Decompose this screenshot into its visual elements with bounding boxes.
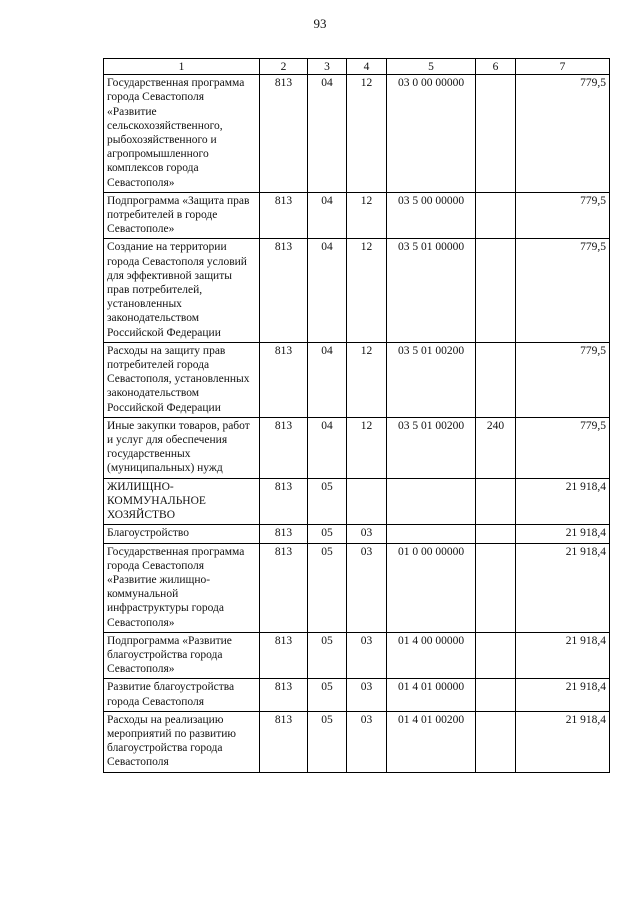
row-rz: 05 [308, 632, 347, 679]
row-vr [476, 192, 516, 239]
row-csr: 03 5 01 00200 [387, 342, 476, 417]
row-rz: 05 [308, 679, 347, 711]
row-csr: 03 5 01 00200 [387, 417, 476, 478]
row-ved: 813 [260, 239, 308, 342]
row-vr [476, 239, 516, 342]
row-vr [476, 75, 516, 193]
header-cell-sum: 7 [516, 59, 610, 75]
row-vr [476, 679, 516, 711]
row-pr: 12 [347, 75, 387, 193]
table-row [104, 711, 610, 772]
row-vr [476, 525, 516, 543]
row-rz: 04 [308, 417, 347, 478]
row-pr: 12 [347, 342, 387, 417]
table-row [104, 632, 610, 679]
row-pr: 03 [347, 679, 387, 711]
row-name: ЖИЛИЩНО-КОММУНАЛЬНОЕ ХОЗЯЙСТВО [104, 478, 260, 525]
row-pr [347, 478, 387, 525]
row-pr: 03 [347, 632, 387, 679]
row-pr: 12 [347, 417, 387, 478]
row-pr: 03 [347, 711, 387, 772]
row-ved: 813 [260, 711, 308, 772]
header-cell-name: 1 [104, 59, 260, 75]
row-rz: 05 [308, 543, 347, 632]
row-name: Подпрограмма «Развитие благоустройства города Севастополя» [104, 632, 260, 679]
row-sum: 779,5 [516, 342, 610, 417]
row-rz: 04 [308, 239, 347, 342]
row-csr: 01 0 00 00000 [387, 543, 476, 632]
table-row [104, 417, 610, 478]
budget-table [103, 58, 610, 773]
row-ved: 813 [260, 342, 308, 417]
row-rz: 04 [308, 192, 347, 239]
row-vr [476, 711, 516, 772]
table-row [104, 679, 610, 711]
row-ved: 813 [260, 75, 308, 193]
row-ved: 813 [260, 679, 308, 711]
row-name: Иные закупки товаров, работ и услуг для обеспечения государственных (муниципальных) нужд [104, 417, 260, 478]
row-csr: 01 4 00 00000 [387, 632, 476, 679]
row-pr: 12 [347, 192, 387, 239]
row-name: Расходы на реализацию мероприятий по развитию благоустройства города Севастополя [104, 711, 260, 772]
row-rz: 04 [308, 75, 347, 193]
row-csr [387, 525, 476, 543]
row-ved: 813 [260, 478, 308, 525]
row-name: Государственная программа города Севастополя «Развитие сельскохозяйственного, рыбохозяйственного и агропромышленного комплексов города Севастополя» [104, 75, 260, 193]
row-csr: 01 4 01 00200 [387, 711, 476, 772]
row-ved: 813 [260, 525, 308, 543]
row-sum: 779,5 [516, 192, 610, 239]
row-sum: 779,5 [516, 417, 610, 478]
row-pr: 03 [347, 525, 387, 543]
row-name: Государственная программа города Севастополя «Развитие жилищно-коммунальной инфраструктуры города Севастополя» [104, 543, 260, 632]
row-sum: 779,5 [516, 75, 610, 193]
row-name: Благоустройство [104, 525, 260, 543]
row-name: Развитие благоустройства города Севастополя [104, 679, 260, 711]
table-row [104, 478, 610, 525]
row-vr [476, 543, 516, 632]
row-name: Создание на территории города Севастополя условий для эффективной защиты прав потребителей, установленных законодательством Российской Федерации [104, 239, 260, 342]
row-ved: 813 [260, 543, 308, 632]
table-row [104, 239, 610, 342]
row-csr: 01 4 01 00000 [387, 679, 476, 711]
header-cell-csr: 5 [387, 59, 476, 75]
row-name: Подпрограмма «Защита прав потребителей в городе Севастополе» [104, 192, 260, 239]
row-csr: 03 5 01 00000 [387, 239, 476, 342]
row-sum: 21 918,4 [516, 525, 610, 543]
row-vr [476, 342, 516, 417]
row-vr [476, 478, 516, 525]
row-sum: 779,5 [516, 239, 610, 342]
table-row [104, 192, 610, 239]
row-vr: 240 [476, 417, 516, 478]
row-pr: 03 [347, 543, 387, 632]
row-ved: 813 [260, 192, 308, 239]
header-cell-ved: 2 [260, 59, 308, 75]
row-csr [387, 478, 476, 525]
row-sum: 21 918,4 [516, 478, 610, 525]
row-ved: 813 [260, 417, 308, 478]
row-vr [476, 632, 516, 679]
header-cell-pr: 4 [347, 59, 387, 75]
table-row [104, 342, 610, 417]
row-name: Расходы на защиту прав потребителей города Севастополя, установленных законодательством Российской Федерации [104, 342, 260, 417]
header-row [104, 59, 610, 75]
row-csr: 03 5 00 00000 [387, 192, 476, 239]
row-rz: 05 [308, 478, 347, 525]
row-sum: 21 918,4 [516, 632, 610, 679]
row-pr: 12 [347, 239, 387, 342]
row-rz: 05 [308, 525, 347, 543]
header-cell-vr: 6 [476, 59, 516, 75]
table-row [104, 525, 610, 543]
table-row [104, 75, 610, 193]
row-sum: 21 918,4 [516, 543, 610, 632]
row-sum: 21 918,4 [516, 679, 610, 711]
row-csr: 03 0 00 00000 [387, 75, 476, 193]
row-ved: 813 [260, 632, 308, 679]
page-number: 93 [313, 16, 327, 31]
table-row [104, 543, 610, 632]
row-rz: 04 [308, 342, 347, 417]
row-rz: 05 [308, 711, 347, 772]
header-cell-rz: 3 [308, 59, 347, 75]
row-sum: 21 918,4 [516, 711, 610, 772]
